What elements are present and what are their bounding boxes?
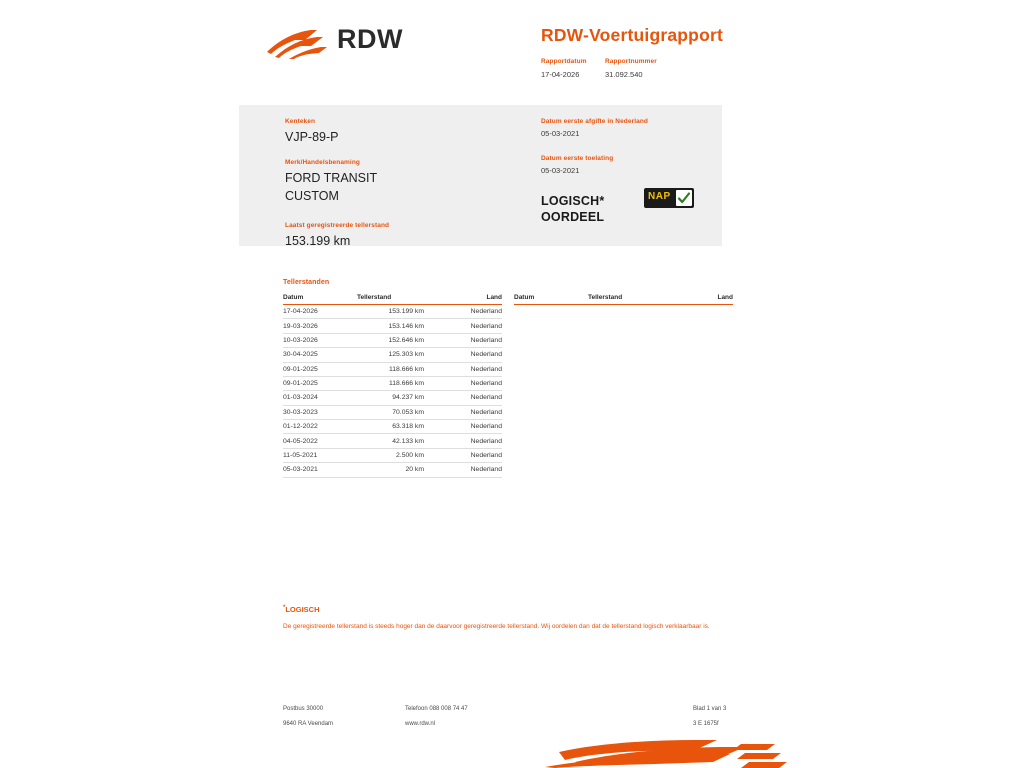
footnote-star: * [283,605,286,611]
footer-address-line2: 9640 RA Veendam [283,721,334,727]
cell-tellerstand: 152.646 km [357,333,442,347]
odometer-table-title: Tellerstanden [283,279,330,286]
table-header-row [283,294,502,305]
odometer-table-body [283,305,502,478]
cell-tellerstand: 118.666 km [357,362,442,376]
cell-datum: 10-03-2026 [283,333,357,347]
eerste-toelating-label: Datum eerste toelating [541,155,614,162]
footer-page-info [693,702,726,732]
meta-rapportnummer-value: 31.092.540 [605,70,643,79]
col-tellerstand: Tellerstand [357,294,442,305]
cell-land: Nederland [442,448,502,462]
cell-land: Nederland [442,391,502,405]
tellerstand-value: 153.199 km [285,234,351,248]
cell-datum: 17-04-2026 [283,305,357,319]
cell-datum: 05-03-2021 [283,463,357,477]
vehicle-summary-panel [239,105,722,246]
report-meta [541,58,725,79]
rdw-logo [265,18,445,64]
table-row [283,405,502,419]
rdw-flame-logo-icon [265,26,331,60]
cell-datum: 09-01-2025 [283,362,357,376]
rdw-logo-text: RDW [337,24,403,54]
footer-page-number: Blad 1 van 3 [693,706,727,712]
eerste-afgifte-value: 05-03-2021 [541,129,580,138]
cell-land: Nederland [442,362,502,376]
cell-datum: 04-05-2022 [283,434,357,448]
cell-tellerstand: 2.500 km [357,448,442,462]
summary-right-column [541,118,721,175]
cell-datum: 09-01-2025 [283,376,357,390]
summary-left-column [285,118,515,250]
footer-contact [405,702,468,732]
cell-tellerstand: 20 km [357,463,442,477]
footer-form-code: 3 E 1675f [693,721,719,727]
cell-land: Nederland [442,376,502,390]
cell-datum: 30-03-2023 [283,405,357,419]
check-mark-icon [676,190,692,206]
table-row [283,463,502,477]
cell-land: Nederland [442,420,502,434]
report-header [0,0,1024,100]
table-header-row [514,294,733,305]
odometer-table-right [514,294,733,478]
footnote-body: De geregistreerde tellerstand is steeds hoger dan de daarvoor geregistreerde tellerstand. Wij oordelen dan dat de tellerstand logisch verklaarbaar is. [283,623,710,630]
odometer-readings-section [283,279,733,478]
page-title: RDW-Voertuigrapport [541,25,723,45]
rdw-bottom-flame-graphic-icon [545,738,795,768]
table-row [283,448,502,462]
tellerstand-label: Laatst geregistreerde tellerstand [285,222,390,229]
cell-datum: 01-03-2024 [283,391,357,405]
col-land: Land [673,294,733,305]
kenteken-value: VJP-89-P [285,130,339,144]
footnote-title [283,605,713,614]
table-row [283,434,502,448]
table-row [283,333,502,347]
table-row [283,420,502,434]
cell-land: Nederland [442,319,502,333]
cell-datum: 11-05-2021 [283,448,357,462]
cell-datum: 01-12-2022 [283,420,357,434]
cell-datum: 30-04-2025 [283,348,357,362]
meta-rapportnummer-label: Rapportnummer [605,58,657,65]
meta-rapportdatum-label: Rapportdatum [541,58,587,65]
cell-tellerstand: 118.666 km [357,376,442,390]
table-row [283,305,502,319]
eerste-afgifte-label: Datum eerste afgifte in Nederland [541,118,648,125]
oordeel-line1: LOGISCH* [541,194,605,208]
footer-phone: Telefoon 088 008 74 47 [405,706,468,712]
eerste-toelating-value: 05-03-2021 [541,166,580,175]
odometer-table-left [283,294,502,478]
footnote-title-text: LOGISCH [285,605,320,614]
meta-rapportdatum [541,58,605,79]
table-row [283,319,502,333]
cell-datum: 19-03-2026 [283,319,357,333]
nap-badge-label: NAP [648,191,671,202]
cell-tellerstand: 125.303 km [357,348,442,362]
cell-land: Nederland [442,348,502,362]
table-row [283,376,502,390]
footer-address-line1: Postbus 30000 [283,706,324,712]
cell-tellerstand: 153.146 km [357,319,442,333]
meta-rapportdatum-value: 17-04-2026 [541,70,580,79]
oordeel-line2: OORDEEL [541,210,605,224]
cell-land: Nederland [442,434,502,448]
footer-address [283,702,333,732]
merk-label: Merk/Handelsbenaming [285,159,360,166]
cell-tellerstand: 70.053 km [357,405,442,419]
cell-tellerstand: 94.237 km [357,391,442,405]
cell-tellerstand: 63.318 km [357,420,442,434]
meta-rapportnummer [605,58,725,79]
cell-land: Nederland [442,305,502,319]
logisch-footnote [283,605,713,633]
table-row [283,348,502,362]
cell-land: Nederland [442,463,502,477]
cell-tellerstand: 42.133 km [357,434,442,448]
col-datum: Datum [514,294,588,305]
col-datum: Datum [283,294,357,305]
table-row [283,362,502,376]
table-row [283,391,502,405]
col-land: Land [442,294,502,305]
kenteken-label: Kenteken [285,118,316,125]
footer-website-link[interactable]: www.rdw.nl [405,721,436,727]
oordeel-block [541,193,604,225]
cell-land: Nederland [442,405,502,419]
nap-status-badge [644,188,694,208]
cell-land: Nederland [442,333,502,347]
cell-tellerstand: 153.199 km [357,305,442,319]
col-tellerstand: Tellerstand [588,294,673,305]
merk-value-line2: CUSTOM [285,189,339,203]
merk-value-line1: FORD TRANSIT [285,171,378,185]
